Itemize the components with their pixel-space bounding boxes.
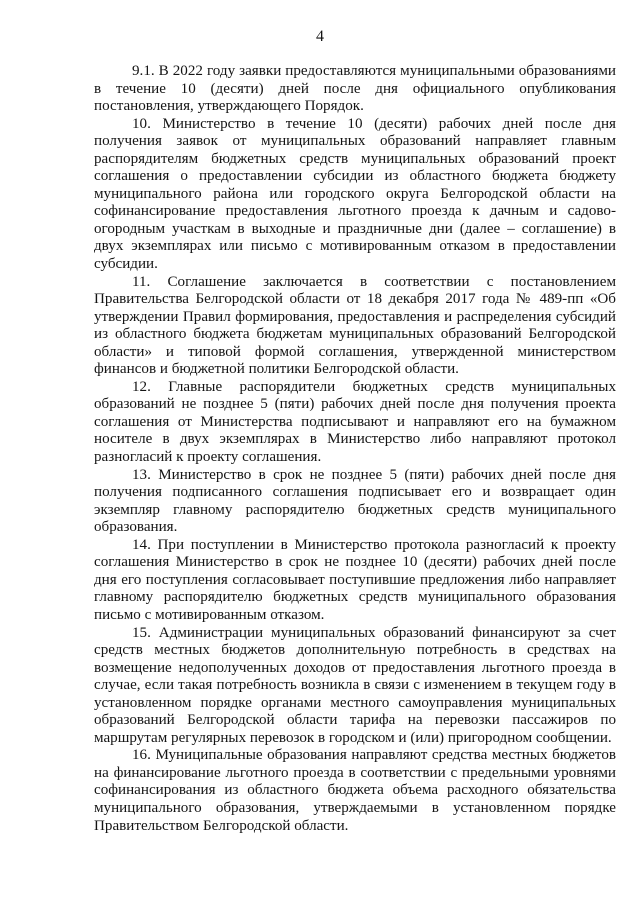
paragraph-12: 12. Главные распорядители бюджетных средств муниципальных образований не позднее 5 (пяти) рабочих дней после дня получения проекта соглашения от Министерства подписывают и направляют его на бумажном носителе в двух экземплярах в Министерство либо направляют протокол разногласий к проекту соглашения. — [94, 378, 616, 466]
paragraph-11: 11. Соглашение заключается в соответствии с постановлением Правительства Белгородской области от 18 декабря 2017 года № 489-пп «Об утверждении Правил формирования, предоставления и распределения субсидий из областного бюджета бюджетам муниципальных образований Белгородской области» и типовой формой соглашения, утвержденной министерством финансов и бюджетной политики Белгородской области. — [94, 273, 616, 378]
paragraph-9-1: 9.1. В 2022 году заявки предоставляются муниципальными образованиями в течение 10 (десяти) дней после дня официального опубликования постановления, утверждающего Порядок. — [94, 63, 616, 115]
document-body — [94, 63, 616, 835]
paragraph-13: 13. Министерство в срок не позднее 5 (пяти) рабочих дней после дня получения подписанного соглашения подписывает его и возвращает один экземпляр главному распорядителю бюджетных средств муниципального образования. — [94, 466, 616, 536]
paragraph-15: 15. Администрации муниципальных образований финансируют за счет средств местных бюджетов дополнительную потребность в средствах на возмещение недополученных доходов от предоставления льготного проезда в случае, если такая потребность возникла в связи с изменением в текущем году в установленном порядке органами местного самоуправления муниципальных образований Белгородской области тарифа на перевозки пассажиров по маршрутам регулярных перевозок в городском и (или) пригородном сообщении. — [94, 624, 616, 746]
paragraph-16: 16. Муниципальные образования направляют средства местных бюджетов на финансирование льготного проезда в соответствии с предельными уровнями софинансирования из областного бюджета объема расходного обязательства муниципального образования, утверждаемыми в установленном порядке Правительством Белгородской области. — [94, 747, 616, 834]
paragraph-10: 10. Министерство в течение 10 (десяти) рабочих дней после дня получения заявок от муниципальных образований направляет главным распорядителям бюджетных средств муниципальных образований проект соглашения о предоставлении субсидии из областного бюджета бюджету муниципального района или городского округа Белгородской области на софинансирование предоставления льготного проезда к дачным и садово-огородным участкам в выходные и праздничные дни (далее – соглашение) в двух экземплярах или письмо с мотивированным отказом в предоставлении субсидии. — [94, 115, 616, 273]
page-number: 4 — [316, 28, 324, 45]
paragraph-14: 14. При поступлении в Министерство протокола разногласий к проекту соглашения Министерство в срок не позднее 10 (десяти) рабочих дней после дня его поступления согласовывает поступившие предложения либо направляет главному распорядителю бюджетных средств муниципального образования письмо с мотивированным отказом. — [94, 536, 616, 623]
